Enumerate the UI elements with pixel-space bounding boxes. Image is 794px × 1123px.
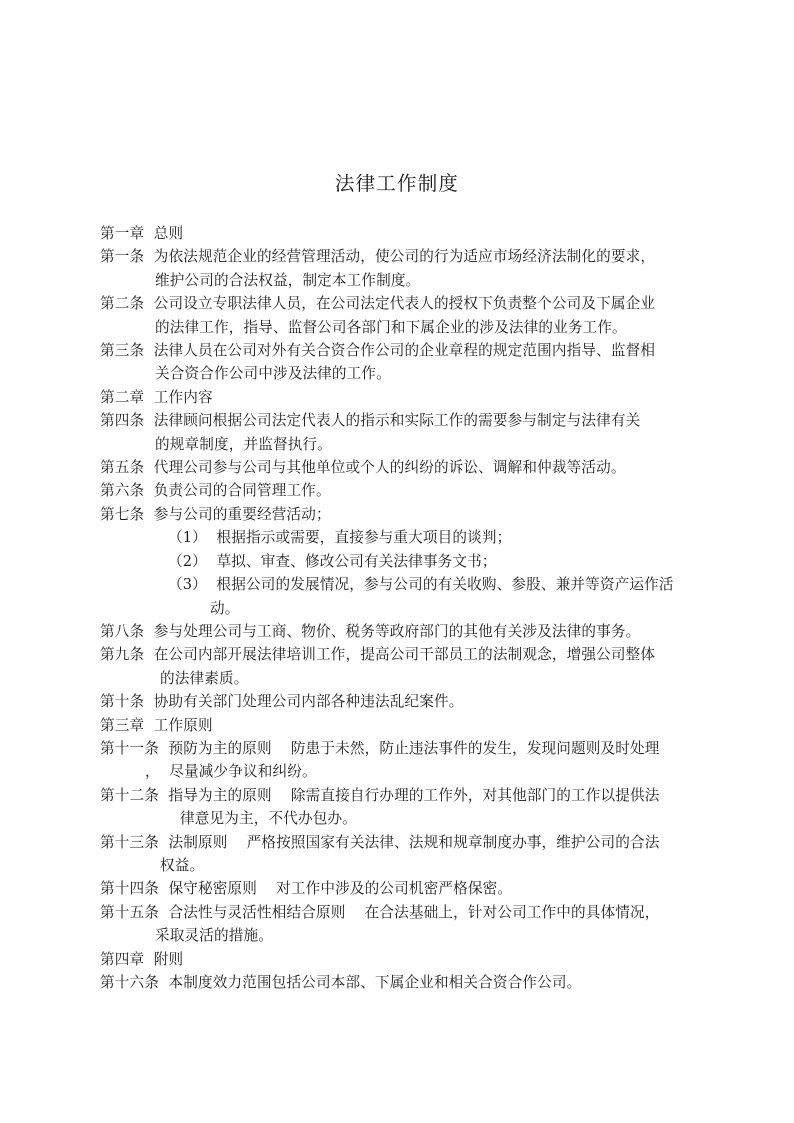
document-line: 律意见为主，不代办包办。 (180, 810, 357, 828)
document-line: 第十条 协助有关部门处理公司内部各种违法乱纪案件。 (100, 693, 464, 711)
document-line: 维护公司的合法权益，制定本工作制度。 (155, 271, 421, 289)
document-line: 第十三条 法制原则 严格按照国家有关法律、法规和规章制度办事，维护公司的合法 (100, 833, 660, 851)
document-line: （2） 草拟、审查、修改公司有关法律事务文书； (168, 552, 497, 570)
document-line: 第七条 参与公司的重要经营活动； (100, 505, 331, 523)
document-line: 第四章 附则 (100, 950, 184, 968)
document-line: 的法律工作，指导、监督公司各部门和下属企业的涉及法律的业务工作。 (155, 318, 627, 336)
document-line: 第十四条 保守秘密原则 对工作中涉及的公司机密严格保密。 (100, 880, 513, 898)
document-line: 第十五条 合法性与灵活性相结合原则 在合法基础上，针对公司工作中的具体情况， (100, 903, 660, 921)
document-line: 第十二条 指导为主的原则 除需直接自行办理的工作外，对其他部门的工作以提供法 (100, 786, 660, 804)
document-line: 权益。 (160, 856, 205, 874)
document-line: 第六条 负责公司的合同管理工作。 (100, 482, 331, 500)
document-line: 第四条 法律顾问根据公司法定代表人的指示和实际工作的需要参与制定与法律有关 (100, 412, 641, 430)
document-line: 第三章 工作原则 (100, 716, 213, 734)
document-line: 第十六条 本制度效力范围包括公司本部、下属企业和相关合资合作公司。 (100, 974, 582, 991)
document-line: 的规章制度，并监督执行。 (155, 435, 332, 453)
document-line: 第五条 代理公司参与公司与其他单位或个人的纠纷的诉讼、调解和仲裁等活动。 (100, 459, 626, 477)
document-line: 第九条 在公司内部开展法律培训工作，提高公司干部员工的法制观念，增强公司整体 (100, 646, 656, 664)
document-line: 的法律素质。 (160, 669, 249, 687)
document-line: （3） 根据公司的发展情况，参与公司的有关收购、参股、兼并等资产运作活 (168, 576, 674, 594)
page-title: 法律工作制度 (334, 172, 460, 195)
document-line: （1） 根据指示或需要，直接参与重大项目的谈判； (168, 529, 512, 547)
document-line: 采取灵活的措施。 (155, 927, 273, 945)
document-line: 第一章 总则 (100, 225, 184, 242)
document-line: 第二条 公司设立专职法律人员，在公司法定代表人的授权下负责整个公司及下属企业 (100, 295, 656, 313)
document-line: 第十一条 预防为主的原则 防患于未然，防止违法事件的发生，发现问题则及时处理 (100, 739, 660, 757)
document-line: ， 尽量减少争议和纠纷。 (145, 763, 317, 781)
document-line: 第二章 工作内容 (100, 388, 213, 406)
document-line: 第八条 参与处理公司与工商、物价、税务等政府部门的其他有关涉及法律的事务。 (100, 622, 641, 640)
document-line: 第三条 法律人员在公司对外有关合资合作公司的企业章程的规定范围内指导、监督相 (100, 342, 656, 360)
document-line: 关合资合作公司中涉及法律的工作。 (155, 365, 391, 383)
document-line: 动。 (210, 599, 240, 617)
document-line: 第一条 为依法规范企业的经营管理活动，使公司的行为适应市场经济法制化的要求， (100, 248, 656, 266)
document-body (100, 222, 718, 994)
